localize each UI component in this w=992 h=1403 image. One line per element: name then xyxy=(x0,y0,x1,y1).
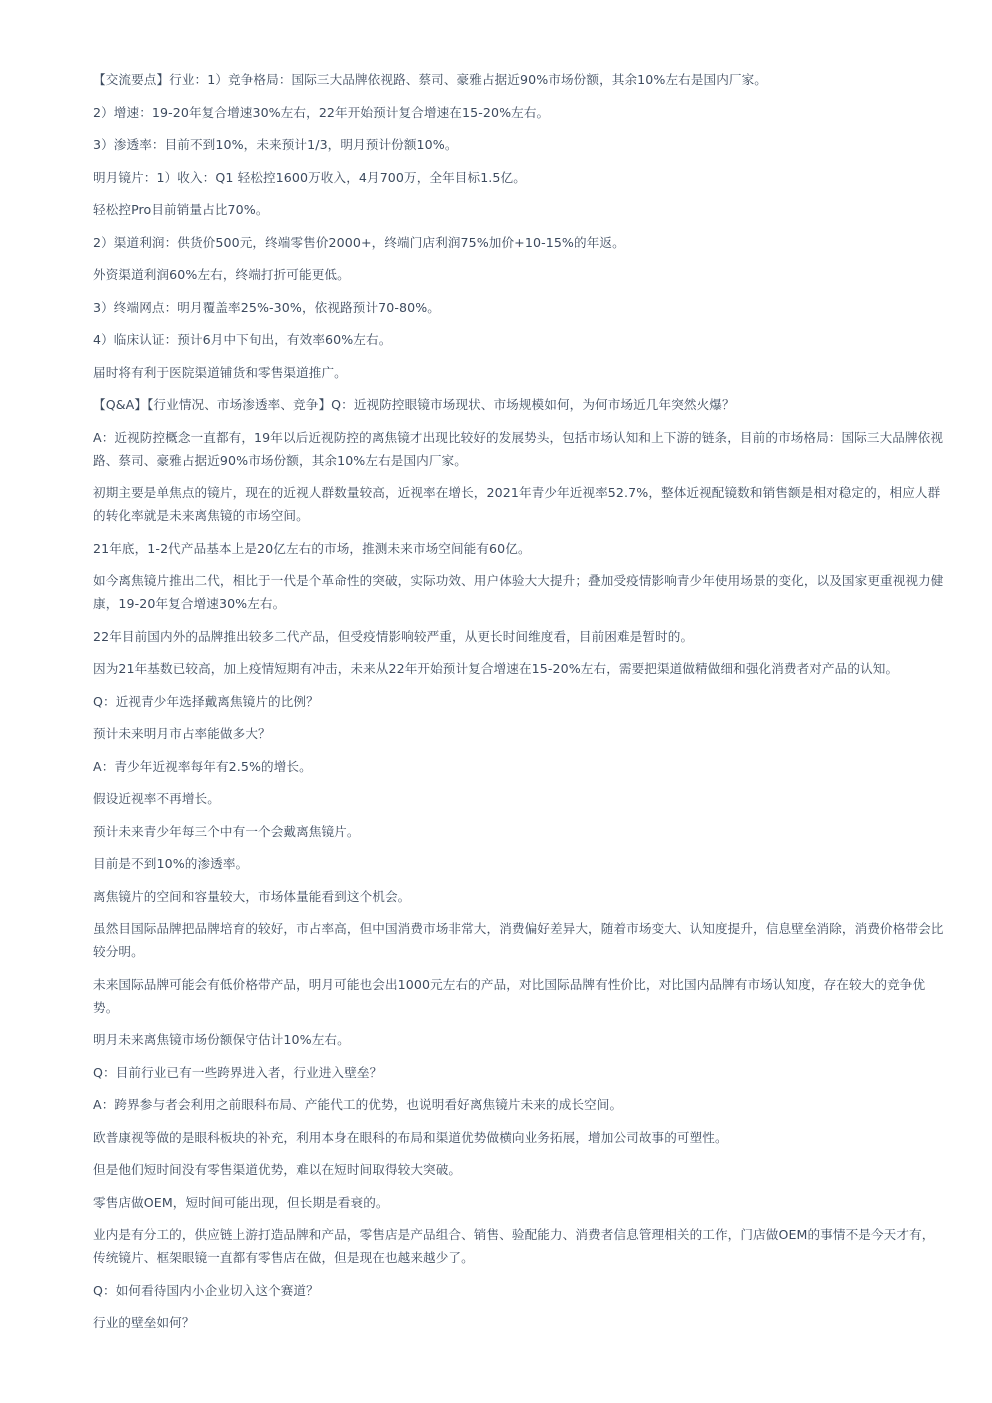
paragraph: Q：如何看待国内小企业切入这个赛道？ xyxy=(93,1282,319,1298)
paragraph: 2）增速：19-20年复合增速30%左右，22年开始预计复合增速在15-20%左右。 xyxy=(93,104,550,120)
paragraph: 欧普康视等做的是眼科板块的补充，利用本身在眼科的布局和渠道优势做横向业务拓展，增加公司故事的可塑性。 xyxy=(93,1129,728,1145)
paragraph: 因为21年基数已较高，加上疫情短期有冲击，未来从22年开始预计复合增速在15-20%左右，需要把渠道做精做细和强化消费者对产品的认知。 xyxy=(93,661,899,676)
paragraph: 4）临床认证：预计6月中下旬出，有效率60%左右。 xyxy=(93,332,392,347)
paragraph: Q：近视青少年选择戴离焦镜片的比例？ xyxy=(93,693,319,709)
paragraph: 如今离焦镜片推出二代，相比于一代是个革命性的突破，实际功效、用户体验大大提升；叠加受疫情影响青少年使用场景的变化，以及国家更重视视力健康，19-20年复合增速30%左右。 xyxy=(93,573,944,611)
paragraph: 预计未来青少年每三个中有一个会戴离焦镜片。 xyxy=(93,823,360,839)
paragraph: 行业的壁垒如何？ xyxy=(93,1315,195,1330)
paragraph: A：青少年近视率每年有2.5%的增长。 xyxy=(93,758,312,774)
paragraph: 届时将有利于医院渠道铺货和零售渠道推广。 xyxy=(93,364,347,380)
paragraph: 【Q&A】【行业情况、市场渗透率、竞争】Q：近视防控眼镜市场现状、市场规模如何，为何市场近几年突然火爆？ xyxy=(93,397,735,412)
paragraph: 未来国际品牌可能会有低价格带产品，明月可能也会出1000元左右的产品，对比国际品牌有性价比，对比国内品牌有市场认知度，存在较大的竞争优势。 xyxy=(93,976,926,1015)
paragraph: 离焦镜片的空间和容量较大，市场体量能看到这个机会。 xyxy=(93,888,411,904)
paragraph: 但是他们短时间没有零售渠道优势，难以在短时间取得较大突破。 xyxy=(93,1162,462,1177)
paragraph: 【交流要点】行业：1）竞争格局：国际三大品牌依视路、蔡司、豪雅占据近90%市场份额，其余10%左右是国内厂家。 xyxy=(93,72,767,87)
paragraph: 22年目前国内外的品牌推出较多二代产品，但受疫情影响较严重，从更长时间维度看，目前困难是暂时的。 xyxy=(93,628,694,644)
paragraph: 虽然目国际品牌把品牌培育的较好，市占率高，但中国消费市场非常大，消费偏好差异大，随着市场变大、认知度提升，信息壁垒消除，消费价格带会比较分明。 xyxy=(93,921,944,959)
paragraph: 零售店做OEM，短时间可能出现，但长期是看衰的。 xyxy=(93,1194,389,1210)
paragraph: 业内是有分工的，供应链上游打造品牌和产品，零售店是产品组合、销售、验配能力、消费者信息管理相关的工作，门店做OEM的事情不是今天才有，传统镜片、框架眼镜一直都有零售店在做，但是现在也越来越少了。 xyxy=(93,1227,935,1265)
paragraph: 明月未来离焦镜市场份额保守估计10%左右。 xyxy=(93,1032,350,1047)
paragraph: 2）渠道利润：供货价500元，终端零售价2000+，终端门店利润75%加价+10-15%的年返。 xyxy=(93,234,625,250)
paragraph: A：近视防控概念一直都有，19年以后近视防控的离焦镜才出现比较好的发展势头，包括市场认知和上下游的链条，目前的市场格局：国际三大品牌依视路、蔡司、豪雅占据近90%市场份额，其余10%左右是国内厂家。 xyxy=(93,429,944,468)
paragraph: 3）终端网点：明月覆盖率25%-30%，依视路预计70-80%。 xyxy=(93,299,440,315)
paragraph: 轻松控Pro目前销量占比70%。 xyxy=(93,202,269,217)
paragraph: 明月镜片：1）收入：Q1 轻松控1600万收入，4月700万，全年目标1.5亿。 xyxy=(93,169,526,185)
paragraph: 3）渗透率：目前不到10%，未来预计1/3，明月预计份额10%。 xyxy=(93,137,458,152)
document-body xyxy=(93,68,945,1334)
paragraph: 初期主要是单焦点的镜片，现在的近视人群数量较高，近视率在增长，2021年青少年近视率52.7%，整体近视配镜数和销售额是相对稳定的，相应人群的转化率就是未来离焦镜的市场空间。 xyxy=(93,485,941,523)
paragraph: 外资渠道利润60%左右，终端打折可能更低。 xyxy=(93,267,350,282)
paragraph: Q：目前行业已有一些跨界进入者，行业进入壁垒？ xyxy=(93,1064,383,1080)
paragraph: 假设近视率不再增长。 xyxy=(93,791,220,806)
paragraph: 目前是不到10%的渗透率。 xyxy=(93,856,249,871)
paragraph: A：跨界参与者会利用之前眼科布局、产能代工的优势，也说明看好离焦镜片未来的成长空间。 xyxy=(93,1097,623,1112)
paragraph: 21年底，1-2代产品基本上是20亿左右的市场，推测未来市场空间能有60亿。 xyxy=(93,540,531,556)
paragraph: 预计未来明月市占率能做多大？ xyxy=(93,726,271,741)
